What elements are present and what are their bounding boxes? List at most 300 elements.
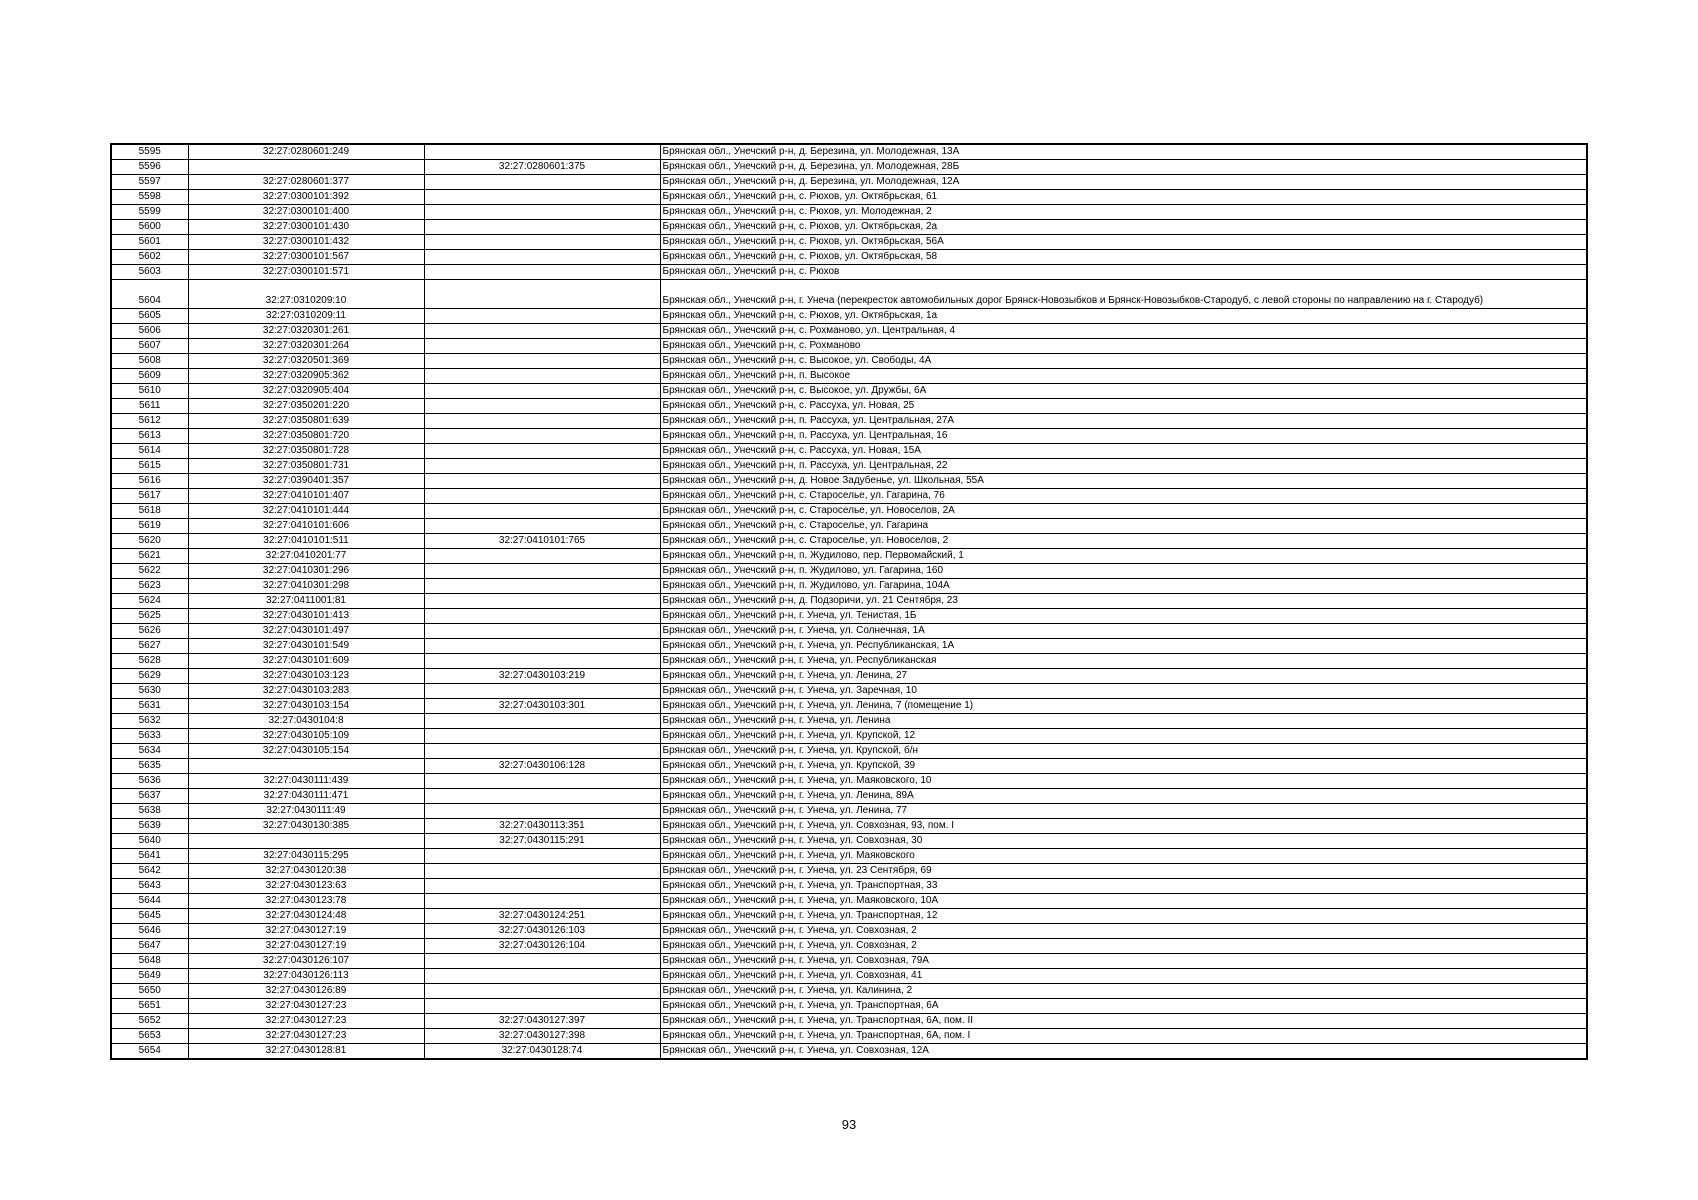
cadastral-number-secondary-cell (424, 789, 660, 804)
table-row (111, 144, 1587, 160)
row-number-cell: 5647 (111, 939, 188, 954)
address-cell: Брянская обл., Унечский р-н, г. Унеча, ул. 23 Сентября, 69 (660, 864, 1587, 879)
address-cell: Брянская обл., Унечский р-н, с. Рассуха, ул. Новая, 25 (660, 399, 1587, 414)
table-row (111, 1014, 1587, 1029)
cadastral-number-cell: 32:27:0430126:89 (188, 984, 424, 999)
row-number-cell: 5641 (111, 849, 188, 864)
cadastral-number-secondary-cell (424, 714, 660, 729)
row-number-cell: 5600 (111, 220, 188, 235)
table-row (111, 804, 1587, 819)
address-cell: Брянская обл., Унечский р-н, с. Рюхов, ул. Октябрьская, 56А (660, 235, 1587, 250)
table-row (111, 879, 1587, 894)
table-row (111, 549, 1587, 564)
cadastral-number-cell: 32:27:0430124:48 (188, 909, 424, 924)
cadastral-number-secondary-cell (424, 804, 660, 819)
cadastral-number-cell: 32:27:0280601:377 (188, 175, 424, 190)
cadastral-number-secondary-cell: 32:27:0410101:765 (424, 534, 660, 549)
address-cell: Брянская обл., Унечский р-н, с. Староселье, ул. Гагарина (660, 519, 1587, 534)
cadastral-number-secondary-cell (424, 549, 660, 564)
table-row (111, 399, 1587, 414)
cadastral-number-cell: 32:27:0430126:113 (188, 969, 424, 984)
row-number-cell: 5627 (111, 639, 188, 654)
table-row (111, 1044, 1587, 1060)
table-row (111, 684, 1587, 699)
table-row (111, 984, 1587, 999)
address-cell: Брянская обл., Унечский р-н, г. Унеча, ул. Республиканская (660, 654, 1587, 669)
cadastral-number-secondary-cell (424, 384, 660, 399)
cadastral-number-secondary-cell (424, 144, 660, 160)
table-row (111, 160, 1587, 175)
table-row (111, 384, 1587, 399)
row-number-cell: 5631 (111, 699, 188, 714)
table-row (111, 624, 1587, 639)
address-cell: Брянская обл., Унечский р-н, г. Унеча, ул. Ленина, 27 (660, 669, 1587, 684)
cadastral-number-cell: 32:27:0350201:220 (188, 399, 424, 414)
table-row (111, 654, 1587, 669)
registry-table-body (111, 144, 1587, 1059)
cadastral-number-cell: 32:27:0350801:639 (188, 414, 424, 429)
address-cell: Брянская обл., Унечский р-н, г. Унеча, ул. Совхозная, 2 (660, 924, 1587, 939)
row-number-cell: 5604 (111, 280, 188, 309)
address-cell: Брянская обл., Унечский р-н, п. Рассуха, ул. Центральная, 27А (660, 414, 1587, 429)
row-number-cell: 5628 (111, 654, 188, 669)
cadastral-number-cell: 32:27:0430127:23 (188, 999, 424, 1014)
row-number-cell: 5634 (111, 744, 188, 759)
cadastral-number-cell: 32:27:0430103:154 (188, 699, 424, 714)
cadastral-number-secondary-cell (424, 954, 660, 969)
table-row (111, 190, 1587, 205)
address-cell: Брянская обл., Унечский р-н, г. Унеча, ул. Ленина, 77 (660, 804, 1587, 819)
cadastral-number-secondary-cell: 32:27:0430124:251 (424, 909, 660, 924)
address-cell: Брянская обл., Унечский р-н, г. Унеча, ул. Крупской, б/н (660, 744, 1587, 759)
address-cell: Брянская обл., Унечский р-н, г. Унеча, ул. Солнечная, 1А (660, 624, 1587, 639)
cadastral-number-cell: 32:27:0410301:296 (188, 564, 424, 579)
address-cell: Брянская обл., Унечский р-н, с. Рюхов, ул. Октябрьская, 58 (660, 250, 1587, 265)
cadastral-number-secondary-cell (424, 369, 660, 384)
cadastral-number-cell: 32:27:0410101:407 (188, 489, 424, 504)
cadastral-number-secondary-cell (424, 684, 660, 699)
address-cell: Брянская обл., Унечский р-н, г. Унеча, ул. Совхозная, 41 (660, 969, 1587, 984)
address-cell: Брянская обл., Унечский р-н, п. Жудилово, пер. Первомайский, 1 (660, 549, 1587, 564)
row-number-cell: 5633 (111, 729, 188, 744)
row-number-cell: 5648 (111, 954, 188, 969)
row-number-cell: 5610 (111, 384, 188, 399)
cadastral-number-cell: 32:27:0410201:77 (188, 549, 424, 564)
cadastral-number-cell: 32:27:0410101:606 (188, 519, 424, 534)
table-row (111, 789, 1587, 804)
cadastral-number-secondary-cell (424, 624, 660, 639)
table-row (111, 639, 1587, 654)
row-number-cell: 5603 (111, 265, 188, 280)
row-number-cell: 5605 (111, 309, 188, 324)
cadastral-number-cell: 32:27:0430127:19 (188, 939, 424, 954)
cadastral-number-secondary-cell (424, 175, 660, 190)
cadastral-number-secondary-cell (424, 309, 660, 324)
table-row (111, 699, 1587, 714)
table-row (111, 609, 1587, 624)
cadastral-number-cell: 32:27:0430105:109 (188, 729, 424, 744)
row-number-cell: 5599 (111, 205, 188, 220)
cadastral-number-secondary-cell (424, 744, 660, 759)
address-cell: Брянская обл., Унечский р-н, д. Березина, ул. Молодежная, 28Б (660, 160, 1587, 175)
cadastral-number-secondary-cell (424, 729, 660, 744)
table-row (111, 489, 1587, 504)
table-row (111, 324, 1587, 339)
table-row (111, 564, 1587, 579)
cadastral-number-secondary-cell (424, 609, 660, 624)
address-cell: Брянская обл., Унечский р-н, г. Унеча, ул. Калинина, 2 (660, 984, 1587, 999)
table-row (111, 714, 1587, 729)
cadastral-number-secondary-cell (424, 459, 660, 474)
row-number-cell: 5654 (111, 1044, 188, 1060)
table-row (111, 924, 1587, 939)
row-number-cell: 5607 (111, 339, 188, 354)
address-cell: Брянская обл., Унечский р-н, п. Жудилово, ул. Гагарина, 160 (660, 564, 1587, 579)
table-row (111, 594, 1587, 609)
row-number-cell: 5614 (111, 444, 188, 459)
address-cell: Брянская обл., Унечский р-н, г. Унеча, ул. Маяковского (660, 849, 1587, 864)
cadastral-number-secondary-cell (424, 265, 660, 280)
row-number-cell: 5635 (111, 759, 188, 774)
cadastral-number-cell (188, 759, 424, 774)
row-number-cell: 5638 (111, 804, 188, 819)
table-row (111, 280, 1587, 309)
cadastral-number-secondary-cell (424, 190, 660, 205)
address-cell: Брянская обл., Унечский р-н, п. Рассуха, ул. Центральная, 16 (660, 429, 1587, 444)
address-cell: Брянская обл., Унечский р-н, г. Унеча, ул. Совхозная, 93, пом. I (660, 819, 1587, 834)
address-cell: Брянская обл., Унечский р-н, г. Унеча, ул. Крупской, 39 (660, 759, 1587, 774)
cadastral-number-secondary-cell (424, 639, 660, 654)
table-row (111, 849, 1587, 864)
cadastral-number-cell: 32:27:0280601:249 (188, 144, 424, 160)
row-number-cell: 5630 (111, 684, 188, 699)
cadastral-number-cell: 32:27:0430105:154 (188, 744, 424, 759)
address-cell: Брянская обл., Унечский р-н, г. Унеча, ул. Транспортная, 12 (660, 909, 1587, 924)
address-cell: Брянская обл., Унечский р-н, г. Унеча, ул. Маяковского, 10 (660, 774, 1587, 789)
address-cell: Брянская обл., Унечский р-н, с. Рюхов, ул. Октябрьская, 61 (660, 190, 1587, 205)
table-row (111, 235, 1587, 250)
cadastral-number-cell: 32:27:0410101:511 (188, 534, 424, 549)
row-number-cell: 5637 (111, 789, 188, 804)
row-number-cell: 5629 (111, 669, 188, 684)
cadastral-number-secondary-cell (424, 489, 660, 504)
row-number-cell: 5606 (111, 324, 188, 339)
cadastral-number-secondary-cell (424, 444, 660, 459)
address-cell: Брянская обл., Унечский р-н, г. Унеча, ул. Совхозная, 79А (660, 954, 1587, 969)
table-row (111, 909, 1587, 924)
row-number-cell: 5623 (111, 579, 188, 594)
cadastral-number-secondary-cell (424, 774, 660, 789)
table-row (111, 819, 1587, 834)
cadastral-number-cell: 32:27:0430104:8 (188, 714, 424, 729)
table-row (111, 1029, 1587, 1044)
row-number-cell: 5601 (111, 235, 188, 250)
cadastral-number-cell (188, 834, 424, 849)
cadastral-number-secondary-cell (424, 564, 660, 579)
cadastral-number-secondary-cell (424, 579, 660, 594)
address-cell: Брянская обл., Унечский р-н, г. Унеча, ул. Ленина (660, 714, 1587, 729)
cadastral-number-cell: 32:27:0320301:264 (188, 339, 424, 354)
row-number-cell: 5598 (111, 190, 188, 205)
table-row (111, 939, 1587, 954)
row-number-cell: 5625 (111, 609, 188, 624)
cadastral-number-cell: 32:27:0430101:413 (188, 609, 424, 624)
cadastral-number-cell: 32:27:0320905:404 (188, 384, 424, 399)
cadastral-number-cell: 32:27:0430101:497 (188, 624, 424, 639)
row-number-cell: 5609 (111, 369, 188, 384)
cadastral-number-cell: 32:27:0430126:107 (188, 954, 424, 969)
table-row (111, 354, 1587, 369)
address-cell: Брянская обл., Унечский р-н, г. Унеча, ул. Транспортная, 6А, пом. II (660, 1014, 1587, 1029)
address-cell: Брянская обл., Унечский р-н, г. Унеча, ул. Заречная, 10 (660, 684, 1587, 699)
cadastral-number-secondary-cell (424, 504, 660, 519)
cadastral-number-cell: 32:27:0350801:731 (188, 459, 424, 474)
cadastral-number-cell: 32:27:0410101:444 (188, 504, 424, 519)
cadastral-number-secondary-cell (424, 399, 660, 414)
cadastral-number-cell: 32:27:0390401:357 (188, 474, 424, 489)
row-number-cell: 5645 (111, 909, 188, 924)
row-number-cell: 5596 (111, 160, 188, 175)
address-cell: Брянская обл., Унечский р-н, г. Унеча, ул. Ленина, 7 (помещение 1) (660, 699, 1587, 714)
cadastral-number-cell (188, 160, 424, 175)
cadastral-number-secondary-cell (424, 969, 660, 984)
table-row (111, 220, 1587, 235)
address-cell: Брянская обл., Унечский р-н, г. Унеча, ул. Транспортная, 6А, пом. I (660, 1029, 1587, 1044)
row-number-cell: 5617 (111, 489, 188, 504)
row-number-cell: 5632 (111, 714, 188, 729)
row-number-cell: 5639 (111, 819, 188, 834)
address-cell: Брянская обл., Унечский р-н, д. Новое Задубенье, ул. Школьная, 55А (660, 474, 1587, 489)
address-cell: Брянская обл., Унечский р-н, с. Староселье, ул. Новоселов, 2А (660, 504, 1587, 519)
cadastral-number-cell: 32:27:0300101:400 (188, 205, 424, 220)
table-row (111, 175, 1587, 190)
table-row (111, 459, 1587, 474)
cadastral-number-secondary-cell (424, 339, 660, 354)
cadastral-number-secondary-cell (424, 849, 660, 864)
address-cell: Брянская обл., Унечский р-н, с. Рассуха, ул. Новая, 15А (660, 444, 1587, 459)
row-number-cell: 5640 (111, 834, 188, 849)
cadastral-number-secondary-cell (424, 594, 660, 609)
row-number-cell: 5608 (111, 354, 188, 369)
cadastral-number-cell: 32:27:0430127:19 (188, 924, 424, 939)
cadastral-number-cell: 32:27:0411001:81 (188, 594, 424, 609)
address-cell: Брянская обл., Унечский р-н, г. Унеча, ул. Маяковского, 10А (660, 894, 1587, 909)
address-cell: Брянская обл., Унечский р-н, с. Староселье, ул. Гагарина, 76 (660, 489, 1587, 504)
cadastral-number-cell: 32:27:0350801:728 (188, 444, 424, 459)
address-cell: Брянская обл., Унечский р-н, г. Унеча, ул. Крупской, 12 (660, 729, 1587, 744)
row-number-cell: 5652 (111, 1014, 188, 1029)
row-number-cell: 5620 (111, 534, 188, 549)
address-cell: Брянская обл., Унечский р-н, г. Унеча, ул. Транспортная, 33 (660, 879, 1587, 894)
address-cell: Брянская обл., Унечский р-н, п. Жудилово, ул. Гагарина, 104А (660, 579, 1587, 594)
row-number-cell: 5646 (111, 924, 188, 939)
cadastral-number-cell: 32:27:0430127:23 (188, 1029, 424, 1044)
cadastral-number-cell: 32:27:0300101:432 (188, 235, 424, 250)
cadastral-number-cell: 32:27:0430123:63 (188, 879, 424, 894)
cadastral-number-cell: 32:27:0310209:10 (188, 280, 424, 309)
address-cell: Брянская обл., Унечский р-н, г. Унеча, ул. Ленина, 89А (660, 789, 1587, 804)
address-cell: Брянская обл., Унечский р-н, с. Рюхов (660, 265, 1587, 280)
cadastral-number-secondary-cell (424, 280, 660, 309)
cadastral-number-secondary-cell: 32:27:0430103:301 (424, 699, 660, 714)
cadastral-number-cell: 32:27:0300101:571 (188, 265, 424, 280)
table-row (111, 579, 1587, 594)
cadastral-number-cell: 32:27:0430111:439 (188, 774, 424, 789)
cadastral-number-secondary-cell (424, 519, 660, 534)
table-row (111, 339, 1587, 354)
table-row (111, 969, 1587, 984)
cadastral-number-cell: 32:27:0300101:567 (188, 250, 424, 265)
table-row (111, 834, 1587, 849)
cadastral-number-cell: 32:27:0320301:261 (188, 324, 424, 339)
cadastral-number-secondary-cell (424, 894, 660, 909)
table-row (111, 519, 1587, 534)
address-cell: Брянская обл., Унечский р-н, с. Рюхов, ул. Октябрьская, 2а (660, 220, 1587, 235)
row-number-cell: 5619 (111, 519, 188, 534)
row-number-cell: 5642 (111, 864, 188, 879)
row-number-cell: 5622 (111, 564, 188, 579)
table-row (111, 774, 1587, 789)
address-cell: Брянская обл., Унечский р-н, г. Унеча, ул. Тенистая, 1Б (660, 609, 1587, 624)
cadastral-number-secondary-cell (424, 324, 660, 339)
cadastral-number-cell: 32:27:0430127:23 (188, 1014, 424, 1029)
address-cell: Брянская обл., Унечский р-н, с. Рюхов, ул. Октябрьская, 1а (660, 309, 1587, 324)
address-cell: Брянская обл., Унечский р-н, д. Подзоричи, ул. 21 Сентября, 23 (660, 594, 1587, 609)
cadastral-number-cell: 32:27:0430130:385 (188, 819, 424, 834)
table-row (111, 504, 1587, 519)
cadastral-number-cell: 32:27:0430120:38 (188, 864, 424, 879)
address-cell: Брянская обл., Унечский р-н, с. Рохманово, ул. Центральная, 4 (660, 324, 1587, 339)
table-row (111, 744, 1587, 759)
cadastral-number-cell: 32:27:0300101:392 (188, 190, 424, 205)
address-cell: Брянская обл., Унечский р-н, с. Староселье, ул. Новоселов, 2 (660, 534, 1587, 549)
cadastral-number-secondary-cell (424, 250, 660, 265)
row-number-cell: 5636 (111, 774, 188, 789)
cadastral-number-cell: 32:27:0320905:362 (188, 369, 424, 384)
registry-table (110, 143, 1588, 1060)
cadastral-number-secondary-cell (424, 414, 660, 429)
row-number-cell: 5616 (111, 474, 188, 489)
cadastral-number-cell: 32:27:0410301:298 (188, 579, 424, 594)
cadastral-number-secondary-cell: 32:27:0280601:375 (424, 160, 660, 175)
cadastral-number-cell: 32:27:0320501:369 (188, 354, 424, 369)
table-row (111, 309, 1587, 324)
page-number: 93 (841, 1117, 857, 1132)
row-number-cell: 5612 (111, 414, 188, 429)
address-cell: Брянская обл., Унечский р-н, с. Высокое, ул. Дружбы, 6А (660, 384, 1587, 399)
table-row (111, 205, 1587, 220)
cadastral-number-secondary-cell: 32:27:0430115:291 (424, 834, 660, 849)
table-row (111, 474, 1587, 489)
table-row (111, 894, 1587, 909)
row-number-cell: 5611 (111, 399, 188, 414)
address-cell: Брянская обл., Унечский р-н, п. Рассуха, ул. Центральная, 22 (660, 459, 1587, 474)
cadastral-number-secondary-cell: 32:27:0430127:398 (424, 1029, 660, 1044)
table-row (111, 444, 1587, 459)
table-row (111, 864, 1587, 879)
row-number-cell: 5615 (111, 459, 188, 474)
cadastral-number-cell: 32:27:0430128:81 (188, 1044, 424, 1060)
cadastral-number-secondary-cell (424, 999, 660, 1014)
row-number-cell: 5653 (111, 1029, 188, 1044)
row-number-cell: 5613 (111, 429, 188, 444)
row-number-cell: 5597 (111, 175, 188, 190)
cadastral-number-secondary-cell: 32:27:0430126:103 (424, 924, 660, 939)
cadastral-number-cell: 32:27:0300101:430 (188, 220, 424, 235)
address-cell: Брянская обл., Унечский р-н, г. Унеча, ул. Республиканская, 1А (660, 639, 1587, 654)
row-number-cell: 5644 (111, 894, 188, 909)
table-row (111, 265, 1587, 280)
cadastral-number-secondary-cell: 32:27:0430126:104 (424, 939, 660, 954)
cadastral-number-cell: 32:27:0430115:295 (188, 849, 424, 864)
cadastral-number-secondary-cell: 32:27:0430113:351 (424, 819, 660, 834)
address-cell: Брянская обл., Унечский р-н, г. Унеча (перекресток автомобильных дорог Брянск-Новозыбков и Брянск-Новозыбков-Стародуб, с левой стороны по направлению на г. Стародуб) (660, 280, 1587, 309)
cadastral-number-cell: 32:27:0430123:78 (188, 894, 424, 909)
row-number-cell: 5618 (111, 504, 188, 519)
cadastral-number-secondary-cell (424, 654, 660, 669)
table-row (111, 414, 1587, 429)
cadastral-number-secondary-cell (424, 235, 660, 250)
table-row (111, 369, 1587, 384)
cadastral-number-cell: 32:27:0430111:49 (188, 804, 424, 819)
table-row (111, 759, 1587, 774)
table-row (111, 429, 1587, 444)
cadastral-number-cell: 32:27:0430101:549 (188, 639, 424, 654)
cadastral-number-secondary-cell (424, 879, 660, 894)
cadastral-number-secondary-cell (424, 220, 660, 235)
cadastral-number-secondary-cell: 32:27:0430103:219 (424, 669, 660, 684)
cadastral-number-cell: 32:27:0430101:609 (188, 654, 424, 669)
row-number-cell: 5650 (111, 984, 188, 999)
address-cell: Брянская обл., Унечский р-н, г. Унеча, ул. Транспортная, 6А (660, 999, 1587, 1014)
cadastral-number-secondary-cell: 32:27:0430128:74 (424, 1044, 660, 1060)
table-row (111, 250, 1587, 265)
row-number-cell: 5602 (111, 250, 188, 265)
cadastral-number-cell: 32:27:0310209:11 (188, 309, 424, 324)
address-cell: Брянская обл., Унечский р-н, г. Унеча, ул. Совхозная, 2 (660, 939, 1587, 954)
address-cell: Брянская обл., Унечский р-н, с. Рохманово (660, 339, 1587, 354)
table-row (111, 669, 1587, 684)
cadastral-number-cell: 32:27:0350801:720 (188, 429, 424, 444)
address-cell: Брянская обл., Унечский р-н, г. Унеча, ул. Совхозная, 12А (660, 1044, 1587, 1060)
cadastral-number-cell: 32:27:0430103:283 (188, 684, 424, 699)
table-row (111, 954, 1587, 969)
cadastral-number-secondary-cell (424, 864, 660, 879)
cadastral-number-secondary-cell: 32:27:0430106:128 (424, 759, 660, 774)
cadastral-number-secondary-cell (424, 984, 660, 999)
cadastral-number-secondary-cell (424, 354, 660, 369)
address-cell: Брянская обл., Унечский р-н, д. Березина, ул. Молодежная, 13А (660, 144, 1587, 160)
table-row (111, 999, 1587, 1014)
address-cell: Брянская обл., Унечский р-н, п. Высокое (660, 369, 1587, 384)
table-row (111, 534, 1587, 549)
row-number-cell: 5621 (111, 549, 188, 564)
row-number-cell: 5626 (111, 624, 188, 639)
cadastral-number-cell: 32:27:0430111:471 (188, 789, 424, 804)
cadastral-number-secondary-cell (424, 474, 660, 489)
cadastral-number-cell: 32:27:0430103:123 (188, 669, 424, 684)
row-number-cell: 5649 (111, 969, 188, 984)
address-cell: Брянская обл., Унечский р-н, с. Рюхов, ул. Молодежная, 2 (660, 205, 1587, 220)
row-number-cell: 5643 (111, 879, 188, 894)
address-cell: Брянская обл., Унечский р-н, г. Унеча, ул. Совхозная, 30 (660, 834, 1587, 849)
table-row (111, 729, 1587, 744)
row-number-cell: 5624 (111, 594, 188, 609)
address-cell: Брянская обл., Унечский р-н, д. Березина, ул. Молодежная, 12А (660, 175, 1587, 190)
cadastral-number-secondary-cell: 32:27:0430127:397 (424, 1014, 660, 1029)
address-cell: Брянская обл., Унечский р-н, с. Высокое, ул. Свободы, 4А (660, 354, 1587, 369)
row-number-cell: 5595 (111, 144, 188, 160)
